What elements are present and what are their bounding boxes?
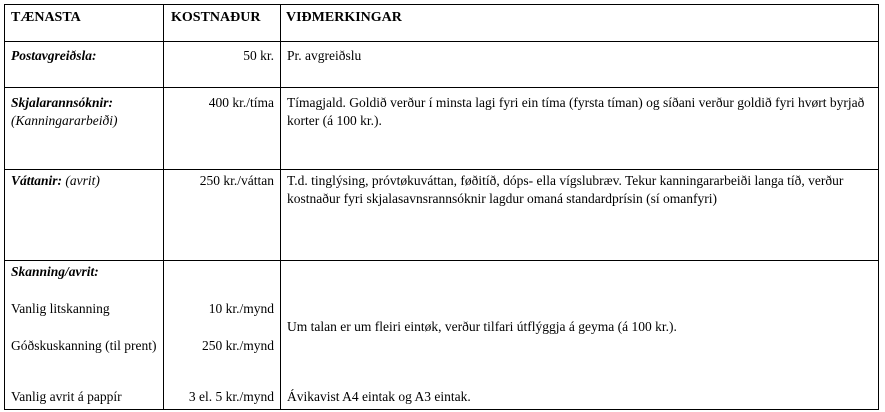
scan-item-cost: 250 kr./mynd [201, 338, 274, 353]
scan-item-label: Vanlig avrit á pappír [11, 389, 122, 404]
row3-notes: T.d. tinglýsing, próvtøkuváttan, føðitíð, dóps- ella vígslubræv. Tekur kanningararbeiði langa tíð, verður kostnaður fyri skjalasavnsrannsóknir lagdur omaná standardprísin (sí omanfyri) [287, 173, 844, 206]
row4-notes: Um talan er um fleiri eintøk, verður tilfari útflýggja á geyma (á 100 kr.). [287, 319, 677, 334]
row3-cost: 250 kr./váttan [199, 173, 274, 188]
scan-item-label: Góðskuskanning (til prent) [11, 338, 157, 353]
scan-item-label: Vanlig litskanning [11, 301, 110, 316]
row2-service: Skjalarannsóknir: [11, 95, 114, 110]
table-border-top [4, 4, 879, 5]
header-cost: KOSTNAÐUR [171, 10, 261, 25]
table-border-bottom [4, 409, 879, 410]
row2-service-sub: (Kanningararbeiði) [11, 113, 118, 128]
row1-service: Postavgreiðsla: [11, 48, 97, 63]
row2-cost: 400 kr./tíma [208, 95, 274, 110]
row-divider [4, 260, 879, 261]
row1-cost: 50 kr. [243, 48, 274, 63]
row4-notes-2: Ávikavist A4 eintak og A3 eintak. [287, 389, 471, 404]
row-divider [4, 87, 879, 88]
table-border-right [878, 4, 879, 410]
row3-service: Váttanir: [11, 173, 63, 188]
row2-notes: Tímagjald. Goldið verður í minsta lagi fyri ein tíma (fyrsta tíman) og síðani verður goldið fyri hvørt byrjað korter (á 100 kr.). [287, 95, 865, 128]
column-divider [280, 4, 281, 410]
table-border-left [4, 4, 5, 410]
row1-notes: Pr. avgreiðslu [287, 48, 362, 63]
row3-service-sub: (avrit) [65, 173, 100, 188]
scan-item-cost: 10 kr./mynd [208, 301, 274, 316]
scan-item-cost: 3 el. 5 kr./mynd [188, 389, 274, 404]
price-table [4, 4, 879, 410]
row4-service: Skanning/avrit: [11, 264, 99, 279]
header-service: TÆNASTA [11, 10, 81, 25]
row-divider [4, 169, 879, 170]
header-notes: VIÐMERKINGAR [286, 10, 402, 25]
row3-service-wrap [11, 172, 100, 190]
header-divider [4, 41, 879, 42]
